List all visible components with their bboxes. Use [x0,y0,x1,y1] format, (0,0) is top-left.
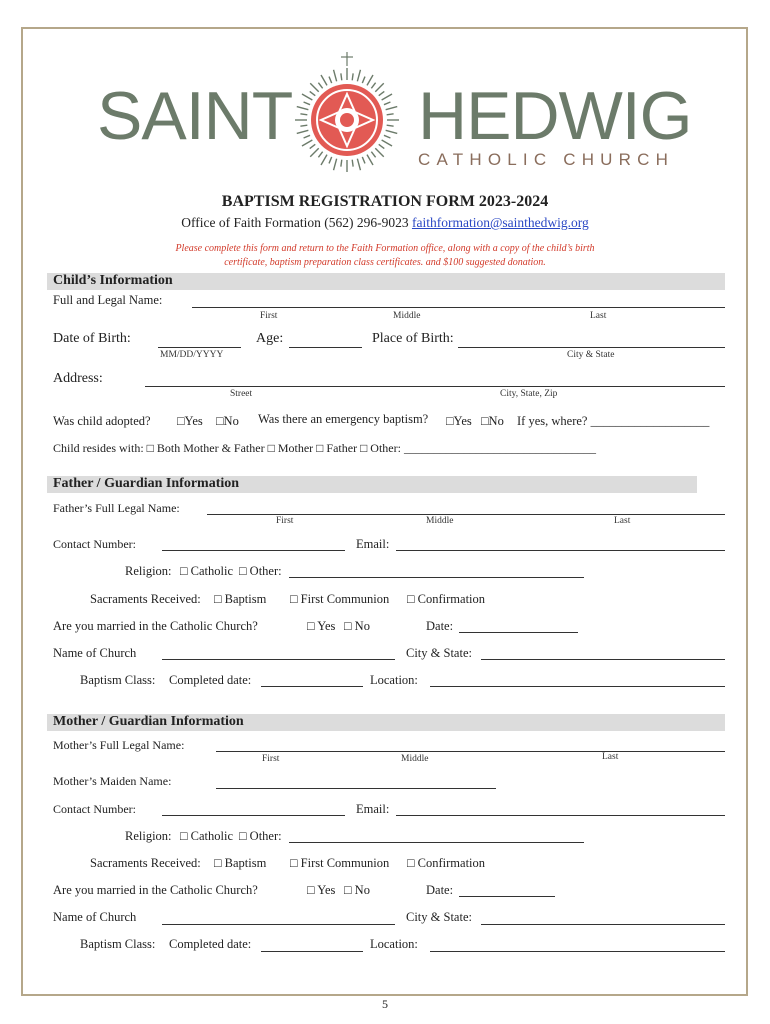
church-emblem-icon [282,50,412,180]
resides-father-checkbox[interactable]: □ Father [316,441,358,455]
child-first-hint: First [260,311,278,321]
logo-subtitle: CATHOLIC CHURCH [418,150,675,169]
father-city-state-label: City & State: [406,646,472,660]
father-date-label: Date: [426,619,454,633]
child-name-field[interactable] [192,307,725,308]
father-last-hint: Last [614,516,631,526]
father-email-field[interactable] [396,550,725,551]
city-state-zip-hint: City, State, Zip [500,389,558,399]
child-name-label: Full and Legal Name: [53,293,163,307]
mother-confirmation-checkbox[interactable]: □ Confirmation [407,856,486,870]
mother-church-field[interactable] [162,924,395,925]
father-name-field[interactable] [207,514,725,515]
mother-completed-field[interactable] [261,951,363,952]
resides-both-checkbox[interactable]: □ Both Mother & Father [146,441,265,455]
pob-hint: City & State [567,350,615,360]
mother-city-state-label: City & State: [406,910,472,924]
mother-email-field[interactable] [396,815,725,816]
father-email-label: Email: [356,537,390,551]
child-heading: Child’s Information [53,273,173,288]
mother-heading: Mother / Guardian Information [53,714,244,729]
pob-field[interactable] [458,347,725,348]
page-number: 5 [382,997,388,1011]
adopted-no-checkbox[interactable]: □No [216,414,239,428]
age-field[interactable] [289,347,362,348]
father-married-yes-checkbox[interactable]: □ Yes [307,619,336,633]
address-field[interactable] [145,386,725,387]
mother-married-no-checkbox[interactable]: □ No [344,883,370,897]
adopted-label: Was child adopted? [53,414,151,428]
resides-mother-checkbox[interactable]: □ Mother [267,441,314,455]
mother-married-label: Are you married in the Catholic Church? [53,883,258,897]
child-last-hint: Last [590,311,607,321]
mother-catholic-checkbox[interactable]: □ Catholic [180,829,234,843]
father-date-field[interactable] [459,632,578,633]
office-line [0,215,770,231]
form-title: BAPTISM REGISTRATION FORM 2023-2024 [221,193,549,210]
pob-label: Place of Birth: [372,331,454,346]
mother-city-state-field[interactable] [481,924,725,925]
mother-religion-label: Religion: [125,829,172,843]
mother-other-checkbox[interactable]: □ Other: [239,829,282,843]
father-married-label: Are you married in the Catholic Church? [53,619,258,633]
father-catholic-checkbox[interactable]: □ Catholic [180,564,234,578]
mother-communion-checkbox[interactable]: □ First Communion [290,856,390,870]
mother-middle-hint: Middle [401,754,429,764]
emergency-label: Was there an emergency baptism? [258,412,429,426]
mother-church-label: Name of Church [53,910,137,924]
father-location-field[interactable] [430,686,725,687]
resides-label: Child resides with: [53,441,144,455]
mother-date-field[interactable] [459,896,555,897]
mother-name-label: Mother’s Full Legal Name: [53,738,185,752]
mother-sacraments-label: Sacraments Received: [90,856,201,870]
father-sacraments-label: Sacraments Received: [90,592,201,606]
father-contact-field[interactable] [162,550,345,551]
father-other-checkbox[interactable]: □ Other: [239,564,282,578]
mother-religion-other-field[interactable] [289,842,584,843]
office-phone: Office of Faith Formation (562) 296-9023 [181,215,409,230]
mother-first-hint: First [262,754,280,764]
father-middle-hint: Middle [426,516,454,526]
address-label: Address: [53,371,103,386]
age-label: Age: [256,331,284,346]
resides-row [53,441,596,456]
father-heading: Father / Guardian Information [53,476,240,491]
dob-field[interactable] [158,347,241,348]
street-hint: Street [230,389,253,399]
father-communion-checkbox[interactable]: □ First Communion [290,592,390,606]
emergency-yes-checkbox[interactable]: □Yes [446,414,472,428]
father-completed-label: Completed date: [169,673,252,687]
emergency-no-checkbox[interactable]: □No [481,414,504,428]
father-baptism-checkbox[interactable]: □ Baptism [214,592,267,606]
logo-word-hedwig: HEDWIG [418,78,692,154]
resides-other-checkbox[interactable]: □ Other: ________________________________ [360,441,596,455]
mother-location-label: Location: [370,937,418,951]
mother-married-yes-checkbox[interactable]: □ Yes [307,883,336,897]
emergency-where-field[interactable]: If yes, where? ___________________ [517,414,710,428]
father-name-label: Father’s Full Legal Name: [53,501,180,515]
instructions-line-2: certificate, baptism preparation class certificates. and $100 suggested donation. [224,257,546,268]
mother-maiden-field[interactable] [216,788,496,789]
mother-name-field[interactable] [216,751,725,752]
dob-hint: MM/DD/YYYY [160,350,224,360]
mother-contact-field[interactable] [162,815,345,816]
father-confirmation-checkbox[interactable]: □ Confirmation [407,592,486,606]
child-middle-hint: Middle [393,311,421,321]
father-contact-label: Contact Number: [53,537,136,551]
mother-date-label: Date: [426,883,454,897]
father-city-state-field[interactable] [481,659,725,660]
dob-label: Date of Birth: [53,331,131,346]
mother-completed-label: Completed date: [169,937,252,951]
father-religion-other-field[interactable] [289,577,584,578]
father-religion-label: Religion: [125,564,172,578]
logo-word-saint: SAINT [97,78,293,154]
office-email-link[interactable]: faithformation@sainthedwig.org [411,215,589,230]
mother-baptism-checkbox[interactable]: □ Baptism [214,856,267,870]
mother-last-hint: Last [602,752,619,762]
adopted-yes-checkbox[interactable]: □Yes [177,414,203,428]
mother-email-label: Email: [356,802,390,816]
father-completed-field[interactable] [261,686,363,687]
father-church-label: Name of Church [53,646,137,660]
mother-location-field[interactable] [430,951,725,952]
instructions-line-1: Please complete this form and return to the Faith Formation office, along with a copy of the child’s birth [175,243,595,254]
father-class-label: Baptism Class: [80,673,156,687]
mother-contact-label: Contact Number: [53,802,136,816]
father-first-hint: First [276,516,294,526]
father-married-no-checkbox[interactable]: □ No [344,619,370,633]
mother-class-label: Baptism Class: [80,937,156,951]
father-location-label: Location: [370,673,418,687]
father-church-field[interactable] [162,659,395,660]
mother-maiden-label: Mother’s Maiden Name: [53,774,172,788]
